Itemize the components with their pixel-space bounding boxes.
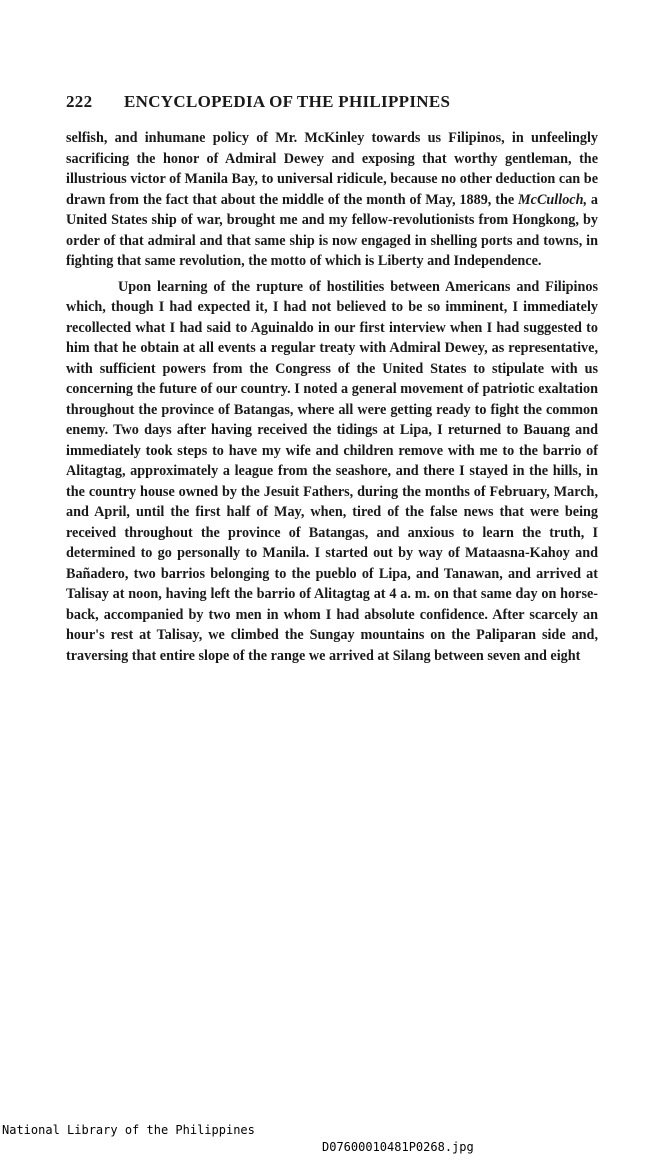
paragraph-continued: [66, 128, 598, 272]
page-number: 222: [66, 92, 93, 111]
running-title: ENCYCLOPEDIA OF THE PHILIPPINES: [124, 92, 451, 111]
paragraph-2: Upon learning of the rupture of hostilities between Americans and Filipinos which, though I had expected it, I had not believed to be so imminent, I immediately recollected what I had said to Aguinaldo in our first interview when I had suggested to him that he obtain at all events a regular treaty with Admiral Dewey, as representative, with sufficient powers from the Congress of the United States to stipulate with us concerning the future of our country. I noted a general movement of patriotic exaltation throughout the province of Batangas, where all were getting ready to fight the common enemy. Two days after having received the tidings at Lipa, I returned to Bauang and immediately took steps to have my wife and children remove with me to the barrio of Alitagtag, approximately a league from the seashore, and there I stayed in the hills, in the country house owned by the Jesuit Fathers, during the months of February, March, and April, until the first half of May, when, tired of the false news that were being received throughout the province of Batangas, and anxious to learn the truth, I determined to go personally to Manila. I started out by way of Mataasna-Kahoy and Bañadero, two barrios belonging to the pueblo of Lipa, and Tanawan, and arrived at Talisay at noon, having left the barrio of Alitagtag at 4 a. m. on that same day on horse-back, accompanied by two men in whom I had absolute confidence. After scarcely an hour's rest at Talisay, we climbed the Sungay mountains on the Paliparan side and, traversing that entire slope of the range we arrived at Silang between seven and eight: [66, 278, 598, 664]
ship-name: McCulloch,: [518, 191, 588, 208]
scan-footer: [0, 1105, 664, 1154]
page-header: [66, 92, 606, 116]
paragraph-1-part-1: selfish, and inhumane policy of Mr. McKinley towards us Filipinos, in unfeelingly sacrificing the honor of Admiral Dewey and exposing that worthy gentleman, the illustrious victor of Manila Bay, to universal ridicule, because no other deduction can be drawn from the fact that about the middle of the month of May, 1889, the: [66, 130, 598, 208]
paragraph-1-part-2: a United States ship of war, brought me and my fellow-revolutionists from Hongkong, by order of that admiral and that same ship is now engaged in shelling ports and towns, in fighting that same revolution, the motto of which is Liberty and Independence.: [66, 191, 599, 269]
body-text: [66, 128, 598, 666]
footer-filename: D07600010481P0268.jpg: [322, 1140, 474, 1154]
footer-library-name: National Library of the Philippines: [2, 1123, 255, 1137]
